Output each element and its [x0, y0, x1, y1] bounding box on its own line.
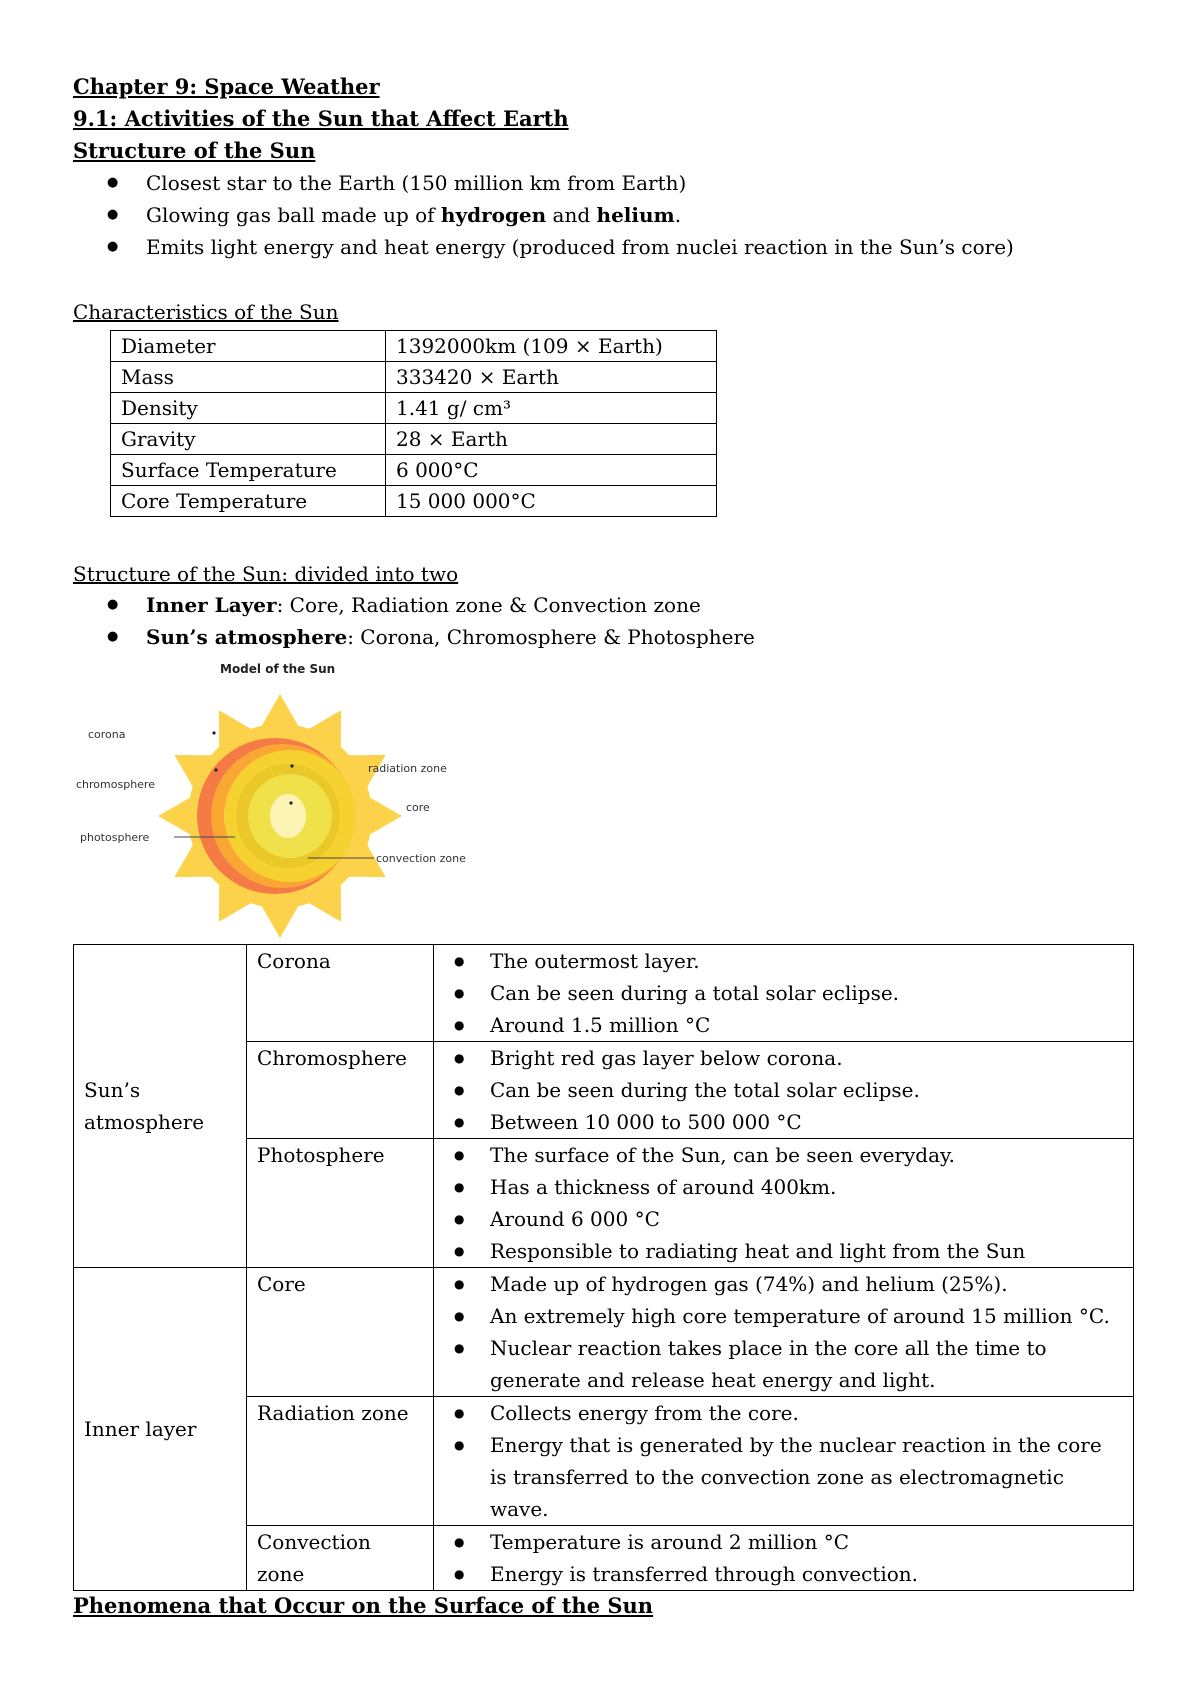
list-item: ● Has a thickness of around 400km.: [444, 1171, 1123, 1203]
list-item: [73, 167, 1014, 199]
bold-term: helium: [596, 203, 675, 227]
table-row: [111, 393, 717, 424]
label-chromosphere: chromosphere: [76, 778, 155, 791]
bold-term: hydrogen: [440, 203, 547, 227]
corona-pointer: [212, 731, 215, 734]
list-item: ● Energy is transferred through convection.: [444, 1558, 1123, 1590]
table-row: [74, 945, 1134, 1042]
structure-bullet-list: [73, 589, 755, 653]
sun-model-diagram: [70, 660, 510, 940]
group-label: atmosphere: [84, 1110, 205, 1134]
layer-name: Corona: [247, 945, 434, 1042]
list-item: ● An extremely high core temperature of around 15 million °C.: [444, 1300, 1123, 1332]
group-cell-atmosphere: [74, 945, 247, 1268]
bold-term: Sun’s atmosphere: [146, 625, 348, 649]
list-item: ● Bright red gas layer below corona.: [444, 1042, 1123, 1074]
table-row: [74, 1268, 1134, 1397]
list-item: ● Responsible to radiating heat and light from the Sun: [444, 1235, 1123, 1267]
table-cell: Diameter: [111, 331, 386, 362]
core-pointer: [289, 801, 292, 804]
characteristics-table: [110, 330, 717, 517]
characteristics-title: Characteristics of the Sun: [73, 300, 339, 324]
structure-heading: Structure of the Sun: [73, 138, 316, 163]
list-item: ● Around 1.5 million °C: [444, 1009, 1123, 1041]
chapter-heading: Chapter 9: Space Weather: [73, 74, 380, 99]
list-item: ● Can be seen during a total solar eclipse.: [444, 977, 1123, 1009]
layer-name: Convection zone: [247, 1526, 434, 1591]
table-cell: 1392000km (109 × Earth): [386, 331, 717, 362]
layer-name: Chromosphere: [247, 1042, 434, 1139]
table-cell: 15 000 000°C: [386, 486, 717, 517]
structure-divided-title: Structure of the Sun: divided into two: [73, 562, 459, 586]
table-cell: Core Temperature: [111, 486, 386, 517]
label-core: core: [406, 801, 430, 814]
label-photosphere: photosphere: [80, 831, 150, 844]
table-row: [111, 455, 717, 486]
label-radiation-zone: radiation zone: [368, 762, 447, 775]
table-row: [111, 424, 717, 455]
group-label: Sun’s: [84, 1078, 141, 1102]
sun-layers-table: [73, 944, 1134, 1591]
layer-description: [434, 945, 1134, 1042]
chromosphere-pointer: [214, 768, 217, 771]
list-item: [73, 621, 755, 653]
diagram-title: Model of the Sun: [220, 662, 336, 676]
bullet-text: : Core, Radiation zone & Convection zone: [276, 593, 701, 617]
list-item: ● The outermost layer.: [444, 945, 1123, 977]
list-item: ● Energy that is generated by the nuclear reaction in the core is transferred to the convection zone as electromagnetic wave.: [444, 1429, 1123, 1525]
table-cell: Density: [111, 393, 386, 424]
list-item: [73, 199, 1014, 231]
bold-term: Inner Layer: [146, 593, 277, 617]
list-item: [73, 589, 755, 621]
bullet-text: Closest star to the Earth (150 million km from Earth): [146, 171, 687, 195]
table-cell: 1.41 g/ cm³: [386, 393, 717, 424]
table-cell: Surface Temperature: [111, 455, 386, 486]
bullet-text: Emits light energy and heat energy (produced from nuclei reaction in the Sun’s core): [146, 235, 1014, 259]
radiation-pointer: [290, 764, 293, 767]
layer-description: [434, 1139, 1134, 1268]
table-cell: 28 × Earth: [386, 424, 717, 455]
table-row: [111, 362, 717, 393]
layer-description: [434, 1268, 1134, 1397]
list-item: ● Around 6 000 °C: [444, 1203, 1123, 1235]
bullet-text: .: [674, 203, 682, 227]
layer-name: Radiation zone: [247, 1397, 434, 1526]
layer-name: Core: [247, 1268, 434, 1397]
table-cell: Gravity: [111, 424, 386, 455]
list-item: ● The surface of the Sun, can be seen everyday.: [444, 1139, 1123, 1171]
list-item: ● Can be seen during the total solar eclipse.: [444, 1074, 1123, 1106]
bullet-text: Glowing gas ball made up of: [146, 203, 441, 227]
intro-bullet-list: [73, 167, 1014, 263]
table-cell: Mass: [111, 362, 386, 393]
layer-description: [434, 1397, 1134, 1526]
table-row: [111, 486, 717, 517]
bullet-text: and: [546, 203, 597, 227]
label-corona: corona: [88, 728, 126, 741]
group-cell-inner: Inner layer: [74, 1268, 247, 1591]
list-item: ● Made up of hydrogen gas (74%) and helium (25%).: [444, 1268, 1123, 1300]
table-row: [111, 331, 717, 362]
phenomena-heading: Phenomena that Occur on the Surface of the Sun: [73, 1593, 654, 1618]
list-item: ● Nuclear reaction takes place in the core all the time to generate and release heat energy and light.: [444, 1332, 1123, 1396]
list-item: ● Between 10 000 to 500 000 °C: [444, 1106, 1123, 1138]
table-cell: 333420 × Earth: [386, 362, 717, 393]
list-item: ● Temperature is around 2 million °C: [444, 1526, 1123, 1558]
core-layer: [270, 794, 306, 838]
list-item: ● Collects energy from the core.: [444, 1397, 1123, 1429]
layer-description: [434, 1526, 1134, 1591]
section-heading: 9.1: Activities of the Sun that Affect Earth: [73, 106, 569, 131]
table-cell: 6 000°C: [386, 455, 717, 486]
bullet-text: : Corona, Chromosphere & Photosphere: [347, 625, 755, 649]
list-item: [73, 231, 1014, 263]
label-convection-zone: convection zone: [376, 852, 466, 865]
layer-name: Photosphere: [247, 1139, 434, 1268]
layer-description: [434, 1042, 1134, 1139]
